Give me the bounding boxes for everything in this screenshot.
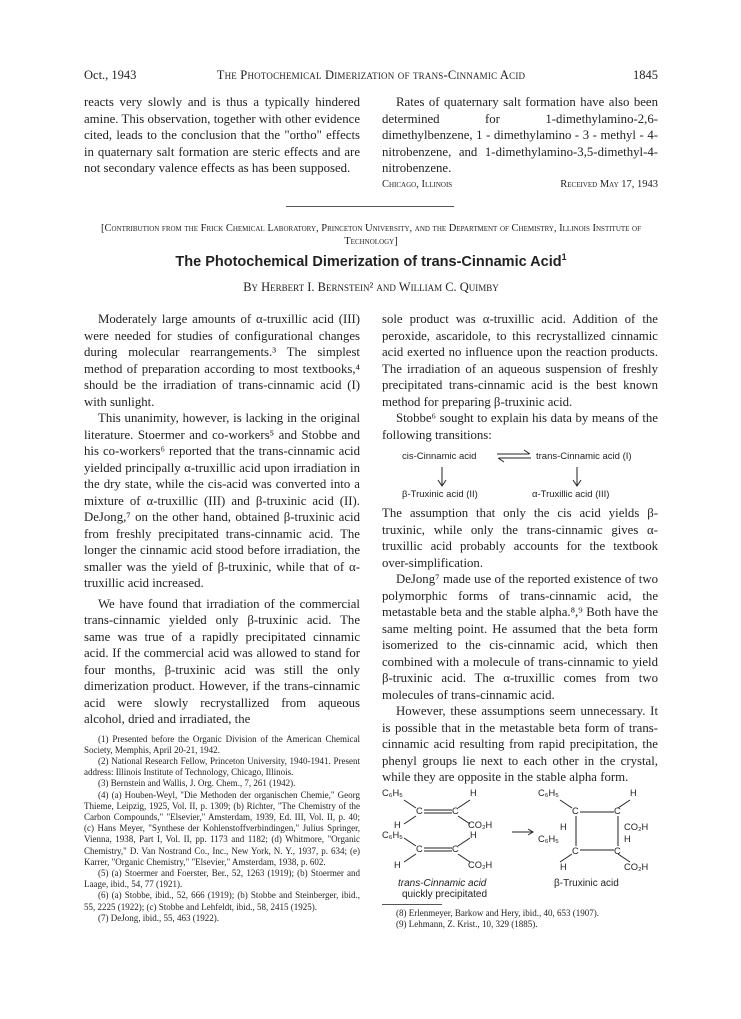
body-paragraph: However, these assumptions seem unnecessary. It is possible that in the metastable beta form of trans-cinnamic acid resulting from rapid precipitation, the phenyl groups lie next to each other in the crystal, while they are opposite in the stable alpha form.	[382, 704, 658, 784]
header-title: The Photochemical Dimerization of trans-Cinnamic Acid	[216, 68, 526, 82]
carboxyl-label: CO₂H	[624, 821, 649, 832]
prev-article-left	[84, 94, 360, 177]
down-arrow-icon	[572, 467, 582, 487]
footnote: (8) Erlenmeyer, Barkow and Hery, ibid., 40, 653 (1907).	[396, 907, 600, 918]
carbon-label: C	[452, 843, 459, 854]
footnote: (3) Bernstein and Wallis, J. Org. Chem., 7, 261 (1942).	[98, 778, 296, 789]
hydrogen-label: H	[560, 821, 567, 832]
footnote: (9) Lehmann, Z. Krist., 10, 329 (1885).	[396, 918, 538, 929]
carbon-label: C	[614, 805, 621, 816]
footnote: (1) Presented before the Organic Division of the American Chemical Society, Memphis, April 20-21, 1942.	[84, 733, 360, 755]
carbon-label: C	[416, 843, 423, 854]
phenyl-label: C₆H₅	[382, 787, 403, 798]
phenyl-label: C₆H₅	[538, 787, 559, 798]
header-date: Oct., 1943	[84, 68, 137, 82]
body-paragraph: The assumption that only the cis acid yields β-truxinic, while only the trans-cinnamic gives α-truxillic acid probably accounts for the textbook over-simplification.	[382, 506, 658, 570]
structure-caption: β-Truxinic acid	[554, 877, 619, 889]
byline: By Herbert I. Bernstein² and William C. Quimby	[243, 280, 499, 294]
structure-captions	[382, 878, 658, 902]
contribution-note: [Contribution from the Frick Chemical Laboratory, Princeton University, and the Department of Chemistry, Illinois Institute of Technology]	[100, 223, 642, 247]
structure-caption: quickly precipitated	[402, 888, 488, 900]
phenyl-label: C₆H₅	[538, 833, 559, 844]
left-column	[84, 311, 360, 924]
article-title: The Photochemical Dimerization of trans-Cinnamic Acid$^1$	[175, 252, 567, 270]
footnotes-left	[84, 734, 360, 924]
body-paragraph: This unanimity, however, is lacking in the original literature. Stoermer and co-workers⁵ and Stobbe and his co-workers⁶ reported that the trans-cinnamic acid yielded principally α-truxillic acid upon irradiation in the dry state, while the cis-acid was converted into a mixture of α-truxillic (III) and β-truxinic acid (II). DeJong,⁷ on the other hand, obtained β-truxinic acid from freshly precipitated trans-cinnamic acid. The longer the cinnamic acid stood before irradiation, the smaller was the yield of β-truxinic, while that of α-truxillic acid increased.	[84, 411, 360, 590]
carboxyl-label: CO₂H	[624, 861, 649, 872]
hydrogen-label: H	[394, 819, 401, 830]
hydrogen-label: H	[470, 829, 477, 840]
title-footnote-mark: 1	[561, 252, 567, 262]
hydrogen-label: H	[560, 861, 567, 872]
carboxyl-label: CO₂H	[468, 819, 493, 830]
footnote-rule	[382, 904, 442, 905]
hydrogen-label: H	[394, 859, 401, 870]
body-paragraph: Stobbe⁶ sought to explain his data by means of the following transitions:	[382, 411, 658, 442]
hydrogen-label: H	[630, 787, 637, 798]
transition-diagram	[382, 443, 658, 505]
footnotes-right	[382, 908, 658, 930]
page-number: 1845	[633, 68, 658, 82]
hydrogen-label: H	[470, 787, 477, 798]
alpha-truxillic-label: α-Truxillic acid (III)	[532, 489, 610, 500]
carbon-label: C	[572, 845, 579, 856]
prev-article-right	[382, 94, 658, 190]
received-date: Received May 17, 1943	[560, 178, 658, 190]
body-paragraph: We have found that irradiation of the commercial trans-cinnamic yielded only β-truxinic acid. The same was true of a rapidly precipitated cinnamic acid. If the commercial acid was allowed to stand for four months, β-truxinic acid was still the only dimerization product. However, if the trans-cinnamic acid were slowly recrystallized from aqueous alcohol, dried and irradiated, the	[84, 596, 360, 726]
location: Chicago, Illinois	[382, 178, 453, 190]
phenyl-label: C₆H₅	[382, 829, 403, 840]
structure-bonds	[382, 786, 658, 878]
equilibrium-arrow-icon	[495, 449, 533, 463]
carbon-label: C	[452, 805, 459, 816]
carbon-label: C	[416, 805, 423, 816]
prev-article-paragraph: Rates of quaternary salt formation have also been determined for 1-dimethylamino-2,6-dimethylbenzene, 1 - dimethylamino - 3 - methyl - 4-nitrobenzene, and 1-dimethylamino-3,5-dimethyl-4-nitrobenzene.	[382, 95, 658, 175]
carbon-label: C	[572, 805, 579, 816]
footnote: (2) National Research Fellow, Princeton University, 1940-1941. Present address: Illinois Institute of Technology, Chicago, Illinois.	[84, 755, 360, 778]
hydrogen-label: H	[624, 833, 631, 844]
body-paragraph: Moderately large amounts of α-truxillic acid (III) were needed for studies of configurational changes during molecular rearrangements.³ The simplest method of preparation according to most textbooks,⁴ should be the irradiation of trans-cinnamic acid (I) with sunlight.	[84, 312, 360, 409]
body-paragraph: sole product was α-truxillic acid. Addition of the peroxide, ascaridole, to this recrystallized cinnamic acid exerted no influence upon the reaction products. The irradiation of an aqueous suspension of freshly precipitated trans-cinnamic acid is the best known method for preparing β-truxinic acid.	[382, 312, 658, 409]
down-arrow-icon	[437, 467, 447, 487]
footnote: (5) (a) Stoermer and Foerster, Ber., 52, 1263 (1919); (b) Stoermer and Laage, ibid., 54, 77 (1921).	[84, 867, 360, 890]
footnote: (4) (a) Houben-Weyl, "Die Methoden der organischen Chemie," Georg Thieme, Leipzig, 1925, Vol. II, p. 1309; (b) Richter, "The Chemistry of the Carbon Compounds," "Elsevier," Amsterdam, 1939, Ed. III, Vol. II, p. 40; (c) Hans Meyer, "Synthese der Kohlenstoffverbindingen," Julius Springer, Vienna, 1938, Part I, Vol. II, pp. 1173 and 1182; (d) Whitmore, "Organic Chemistry," D. Van Nostrand Co., Inc., New York, N. Y., 1937, p. 634; (e) Karrer, "Organic Chemistry," "Elsevier," Amsterdam, 1938, p. 602.	[84, 789, 360, 867]
trans-cinnamic-label: trans-Cinnamic acid (I)	[536, 451, 632, 462]
cis-cinnamic-label: cis-Cinnamic acid	[402, 451, 477, 462]
prev-article-paragraph: reacts very slowly and is thus a typically hindered amine. This observation, together with other evidence cited, leads to the conclusion that the "ortho" effects in quaternary salt formation are steric effects and are not secondary valence effects as has been supposed.	[84, 95, 360, 175]
footnote: (7) DeJong, ibid., 55, 463 (1922).	[98, 912, 219, 923]
structure-diagram	[382, 786, 658, 878]
separator-rule	[286, 206, 454, 207]
structure-caption: trans-Cinnamic acid	[398, 877, 487, 889]
right-column	[382, 311, 658, 930]
carboxyl-label: CO₂H	[468, 859, 493, 870]
footnote: (6) (a) Stobbe, ibid., 52, 666 (1919); (b) Stobbe and Steinberger, ibid., 55, 2225 (1922); (c) Stobbe and Lehfeldt, ibid., 58, 2415 (1925).	[84, 890, 360, 912]
body-paragraph: DeJong⁷ made use of the reported existence of two polymorphic forms of trans-cinnamic acid, the metastable beta and the stable alpha.⁸,⁹ Both have the same melting point. He assumed that the beta form isomerized to the cis-cinnamic acid, which then combined with a molecule of trans-cinnamic to yield β-truxinic acid. The α-truxillic comes from two molecules of trans-cinnamic acid.	[382, 572, 658, 702]
signature-line	[382, 179, 658, 190]
running-header	[84, 68, 658, 84]
carbon-label: C	[614, 845, 621, 856]
beta-truxinic-label: β-Truxinic acid (II)	[402, 489, 478, 500]
